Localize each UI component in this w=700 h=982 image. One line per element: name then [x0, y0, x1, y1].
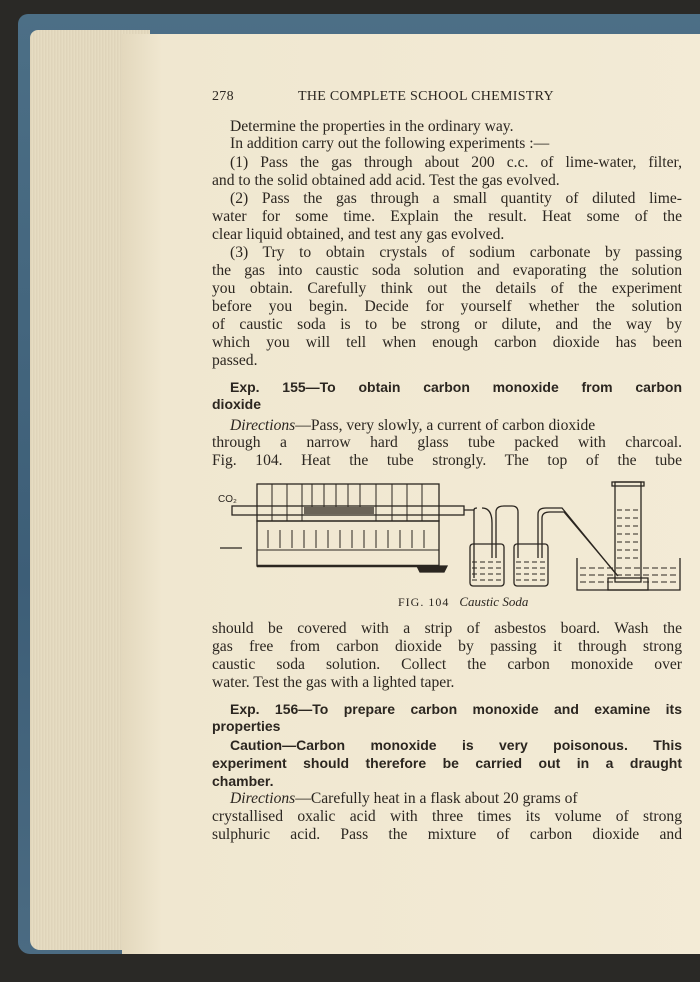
text-line: of caustic soda is to be strong or dilute, and the way by [212, 316, 682, 333]
running-title: THE COMPLETE SCHOOL CHEMISTRY [298, 89, 554, 104]
exp-155-heading-cont: dioxide [212, 396, 262, 412]
figure-104-apparatus [212, 478, 692, 613]
text-line: before you begin. Decide for yourself whether the solution [212, 298, 682, 315]
text-line: you obtain. Carefully think out the details of the experiment [212, 280, 682, 297]
text-line: crystallised oxalic acid with three times its volume of strong [212, 808, 682, 825]
exp-156-heading-cont: properties [212, 718, 281, 734]
page-number: 278 [212, 89, 234, 104]
text-line: (3) Try to obtain crystals of sodium carbonate by passing [230, 244, 682, 261]
exp-155-heading: Exp. 155—To obtain carbon monoxide from carbon [230, 379, 682, 395]
text-line: passed. [212, 352, 258, 369]
text-line: Determine the properties in the ordinary way. [230, 118, 514, 135]
figure-caption [398, 594, 528, 610]
directions-label: Directions [230, 417, 296, 434]
text-line: In addition carry out the following experiments :— [230, 135, 550, 152]
text-line [230, 417, 682, 435]
text-line: gas free from carbon dioxide by passing it through strong [212, 638, 682, 655]
text-line: water. Test the gas with a lighted taper. [212, 674, 455, 691]
text-line: clear liquid obtained, and test any gas evolved. [212, 226, 505, 243]
directions-label: Directions [230, 790, 296, 807]
text-line: through a narrow hard glass tube packed with charcoal. [212, 434, 682, 451]
text-line: the gas into caustic soda solution and evaporating the solution [212, 262, 682, 279]
text-line: which you will tell when enough carbon dioxide has been [212, 334, 682, 351]
running-header [212, 89, 682, 109]
apparatus-illustration [212, 478, 692, 598]
figure-caption-text: Caustic Soda [459, 594, 529, 609]
caution-line: Caution—Carbon monoxide is very poisonous. This [230, 737, 682, 753]
text-line: Fig. 104. Heat the tube strongly. The top of the tube [212, 452, 682, 469]
text-line: caustic soda solution. Collect the carbon monoxide over [212, 656, 682, 673]
text-span: —Carefully heat in a flask about 20 grams of [295, 790, 578, 807]
co2-label: CO₂ [218, 494, 237, 505]
text-line: sulphuric acid. Pass the mixture of carbon dioxide and [212, 826, 682, 843]
text-span: —Pass, very slowly, a current of carbon dioxide [295, 417, 596, 434]
text-line: (2) Pass the gas through a small quantity of diluted lime- [230, 190, 682, 207]
text-line: (1) Pass the gas through about 200 c.c. of lime-water, filter, [230, 154, 682, 171]
exp-156-heading: Exp. 156—To prepare carbon monoxide and examine its [230, 701, 682, 717]
text-line: water for some time. Explain the result. Heat some of the [212, 208, 682, 225]
text-line [230, 790, 682, 808]
text-line: should be covered with a strip of asbestos board. Wash the [212, 620, 682, 637]
caution-line: experiment should therefore be carried out in a draught [212, 755, 682, 771]
figure-number: FIG. 104 [398, 595, 450, 609]
caution-line: chamber. [212, 773, 274, 789]
text-line: and to the solid obtained add acid. Test the gas evolved. [212, 172, 560, 189]
